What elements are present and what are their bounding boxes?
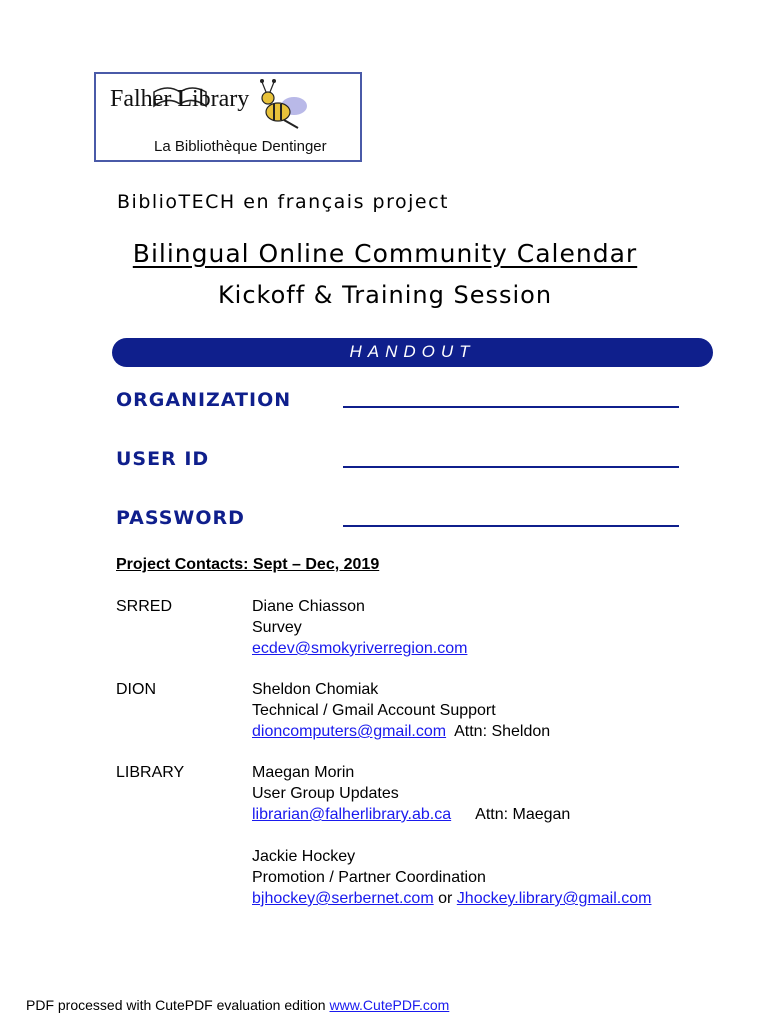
contact-email-link[interactable]: ecdev@smokyriverregion.com — [252, 640, 468, 657]
or-text: or — [438, 890, 453, 907]
contact-email-link[interactable]: dioncomputers@gmail.com — [252, 723, 447, 740]
contact-email-link[interactable]: librarian@falherlibrary.ab.ca — [252, 806, 452, 823]
contact-email-link[interactable]: bjhockey@serbernet.com — [252, 890, 434, 907]
contact-org-library: LIBRARY — [116, 764, 185, 781]
contact-org-dion: DION — [116, 681, 156, 698]
password-label: PASSWORD — [116, 507, 245, 529]
contacts-heading: Project Contacts: Sept – Dec, 2019 — [116, 556, 380, 573]
handout-banner — [112, 338, 713, 367]
document-title: Bilingual Online Community Calendar — [132, 239, 638, 268]
organization-label: ORGANIZATION — [116, 389, 292, 411]
contact-org-srred: SRRED — [116, 598, 173, 615]
logo-subtitle: La Bibliothèque Dentinger — [154, 138, 327, 155]
logo-title: Falher Library — [110, 86, 250, 112]
contact-name: Jackie Hockey — [252, 848, 356, 865]
contact-email-link[interactable]: Jhockey.library@gmail.com — [456, 890, 652, 907]
contact-attn: Attn: Maegan — [475, 806, 571, 823]
contact-name: Diane Chiasson — [252, 598, 365, 615]
bee-icon — [254, 76, 318, 132]
contact-role: User Group Updates — [252, 785, 399, 802]
user-id-label: USER ID — [116, 448, 210, 470]
organization-field[interactable] — [343, 406, 679, 408]
footer-note — [26, 997, 449, 1013]
user-id-field[interactable] — [343, 466, 679, 468]
document-subtitle: Kickoff & Training Session — [217, 281, 553, 309]
handout-label: HANDOUT — [349, 342, 476, 361]
contact-name: Maegan Morin — [252, 764, 355, 781]
contact-role: Survey — [252, 619, 302, 636]
project-name: BiblioTECH en français project — [117, 191, 449, 213]
contact-attn: Attn: Sheldon — [454, 723, 551, 740]
contact-role: Technical / Gmail Account Support — [252, 702, 496, 719]
contact-name: Sheldon Chomiak — [252, 681, 379, 698]
contact-role: Promotion / Partner Coordination — [252, 869, 486, 886]
password-field[interactable] — [343, 525, 679, 527]
footer-text: PDF processed with CutePDF evaluation edition — [26, 997, 326, 1013]
footer-link[interactable]: www.CutePDF.com — [329, 997, 450, 1013]
library-logo — [94, 72, 362, 162]
